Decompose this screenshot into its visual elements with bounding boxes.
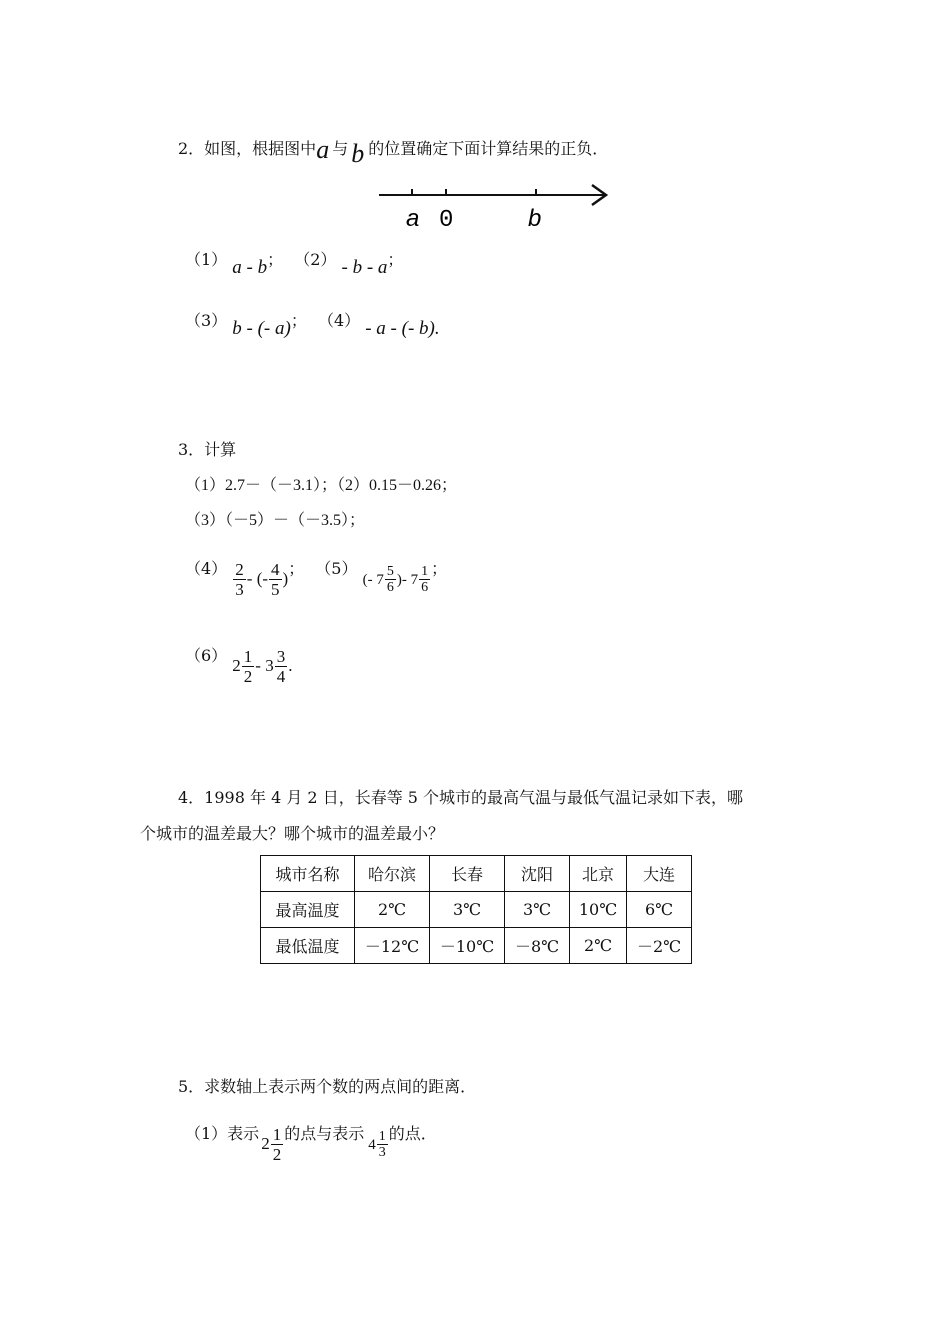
table-cell: 北京 (570, 856, 627, 892)
q3-p4-frac2 (269, 560, 282, 599)
q2-line2 (185, 311, 440, 347)
q5-frac1 (271, 1125, 284, 1164)
table-cell: 6℃ (627, 892, 692, 928)
table-cell: 最高温度 (261, 892, 355, 928)
q3-p5-mid: )- 7 (396, 572, 419, 588)
q3-line2: （3）（－5）－（－3.5）； (185, 512, 366, 529)
frac-denominator: 3 (378, 1145, 386, 1160)
q2-p4-index: （4） (317, 311, 361, 330)
table-header-row (261, 856, 692, 892)
table-cell: 3℃ (430, 892, 505, 928)
axis-label-a: a (406, 205, 420, 230)
q3-line4 (185, 644, 292, 688)
frac-numerator: 1 (378, 1129, 386, 1144)
q3-p5-pre: (- 7 (362, 572, 384, 588)
q2-p4-expr: - a - (- b). (365, 318, 440, 339)
q5-whole1: 2 (261, 1134, 270, 1153)
q3-p6-index: （6） (185, 646, 228, 665)
table-cell: －10℃ (430, 928, 505, 964)
q2-p1-index: （1） (185, 250, 228, 269)
q5-p1-index: （1）表示 (185, 1124, 260, 1143)
q2-p3-expr: b - (- a) (232, 318, 291, 339)
table-cell: 长春 (430, 856, 505, 892)
frac-numerator: 5 (386, 564, 394, 579)
q3-p5-index: （5） (315, 559, 358, 578)
q2-lead: 2．如图，根据图中 (178, 139, 317, 158)
table-row (261, 892, 692, 928)
q2-prompt (178, 130, 609, 168)
temperature-table (260, 855, 692, 964)
table-cell: 哈尔滨 (355, 856, 430, 892)
q5-mid: 的点与表示 (284, 1124, 365, 1143)
q2-p1-sep: ； (267, 250, 284, 269)
q3-p6-frac1 (242, 647, 255, 686)
frac-denominator: 2 (243, 667, 253, 686)
q3-p4-frac1 (233, 560, 246, 599)
q3-p5-sep: ； (431, 559, 448, 578)
q5-end: 的点． (388, 1124, 437, 1143)
q2-p2-index: （2） (294, 250, 337, 269)
q2-tail: 的位置确定下面计算结果的正负． (368, 139, 609, 158)
q3-p6-frac2 (275, 647, 288, 686)
q5-title: 5．求数轴上表示两个数的两点间的距离． (178, 1077, 477, 1096)
frac-numerator: 1 (421, 564, 429, 579)
q4-line1: 4．1998 年 4 月 2 日，长春等 5 个城市的最高气温与最低气温记录如下表，哪 (178, 788, 744, 807)
q2-p3-index: （3） (185, 311, 228, 330)
q5-line1 (185, 1122, 437, 1167)
table-cell: －2℃ (627, 928, 692, 964)
frac-denominator: 6 (386, 580, 394, 595)
frac-denominator: 3 (235, 580, 244, 599)
q3-line1: （1）2.7－（－3.1）；（2）0.15－0.26； (185, 477, 458, 494)
q3-p4-end: ) (282, 569, 289, 588)
frac-numerator: 1 (272, 1125, 282, 1144)
frac-denominator: 5 (271, 580, 280, 599)
axis-label-b: b (528, 205, 542, 230)
q2-line1 (185, 250, 403, 286)
q2-p2-sep: ； (387, 250, 404, 269)
q3-p4-sep: ； (288, 559, 305, 578)
table-cell: 最低温度 (261, 928, 355, 964)
table-cell: 城市名称 (261, 856, 355, 892)
frac-denominator: 6 (421, 580, 429, 595)
frac-numerator: 4 (271, 560, 280, 579)
q4-line2: 个城市的温差最大？哪个城市的温差最小？ (140, 824, 445, 843)
q3-p5-frac1 (385, 564, 396, 595)
q2-var-a: a (316, 135, 330, 164)
q3-p6-whole1: 2 (232, 656, 241, 675)
q3-p6-mid: - 3 (255, 656, 274, 675)
number-line (376, 180, 616, 230)
q3-title: 3．计算 (178, 440, 237, 459)
table-cell: 2℃ (570, 928, 627, 964)
frac-numerator: 1 (243, 647, 253, 666)
table-cell: 沈阳 (505, 856, 570, 892)
q2-p2-expr: - b - a (341, 257, 388, 278)
table-cell: 大连 (627, 856, 692, 892)
q5-whole2: 4 (368, 1137, 376, 1153)
table-cell: 10℃ (570, 892, 627, 928)
table-row (261, 928, 692, 964)
frac-denominator: 4 (276, 667, 286, 686)
q3-p5-frac2 (419, 564, 430, 595)
frac-numerator: 2 (235, 560, 244, 579)
table-cell: －8℃ (505, 928, 570, 964)
q3-p6-end: . (288, 656, 293, 675)
q2-mid: 与 (332, 139, 349, 158)
q3-p4-mid: - (- (246, 569, 269, 588)
table-cell: －12℃ (355, 928, 430, 964)
q3-p4-index: （4） (185, 559, 228, 578)
q5-frac2 (377, 1129, 388, 1160)
table-cell: 2℃ (355, 892, 430, 928)
table-cell: 3℃ (505, 892, 570, 928)
q3-line3 (185, 557, 447, 602)
axis-label-0: 0 (439, 207, 454, 230)
q2-p1-expr: a - b (232, 257, 268, 278)
frac-denominator: 2 (272, 1145, 282, 1164)
frac-numerator: 3 (276, 647, 286, 666)
q2-p3-sep: ； (290, 311, 307, 330)
q2-var-b: b (351, 139, 365, 168)
